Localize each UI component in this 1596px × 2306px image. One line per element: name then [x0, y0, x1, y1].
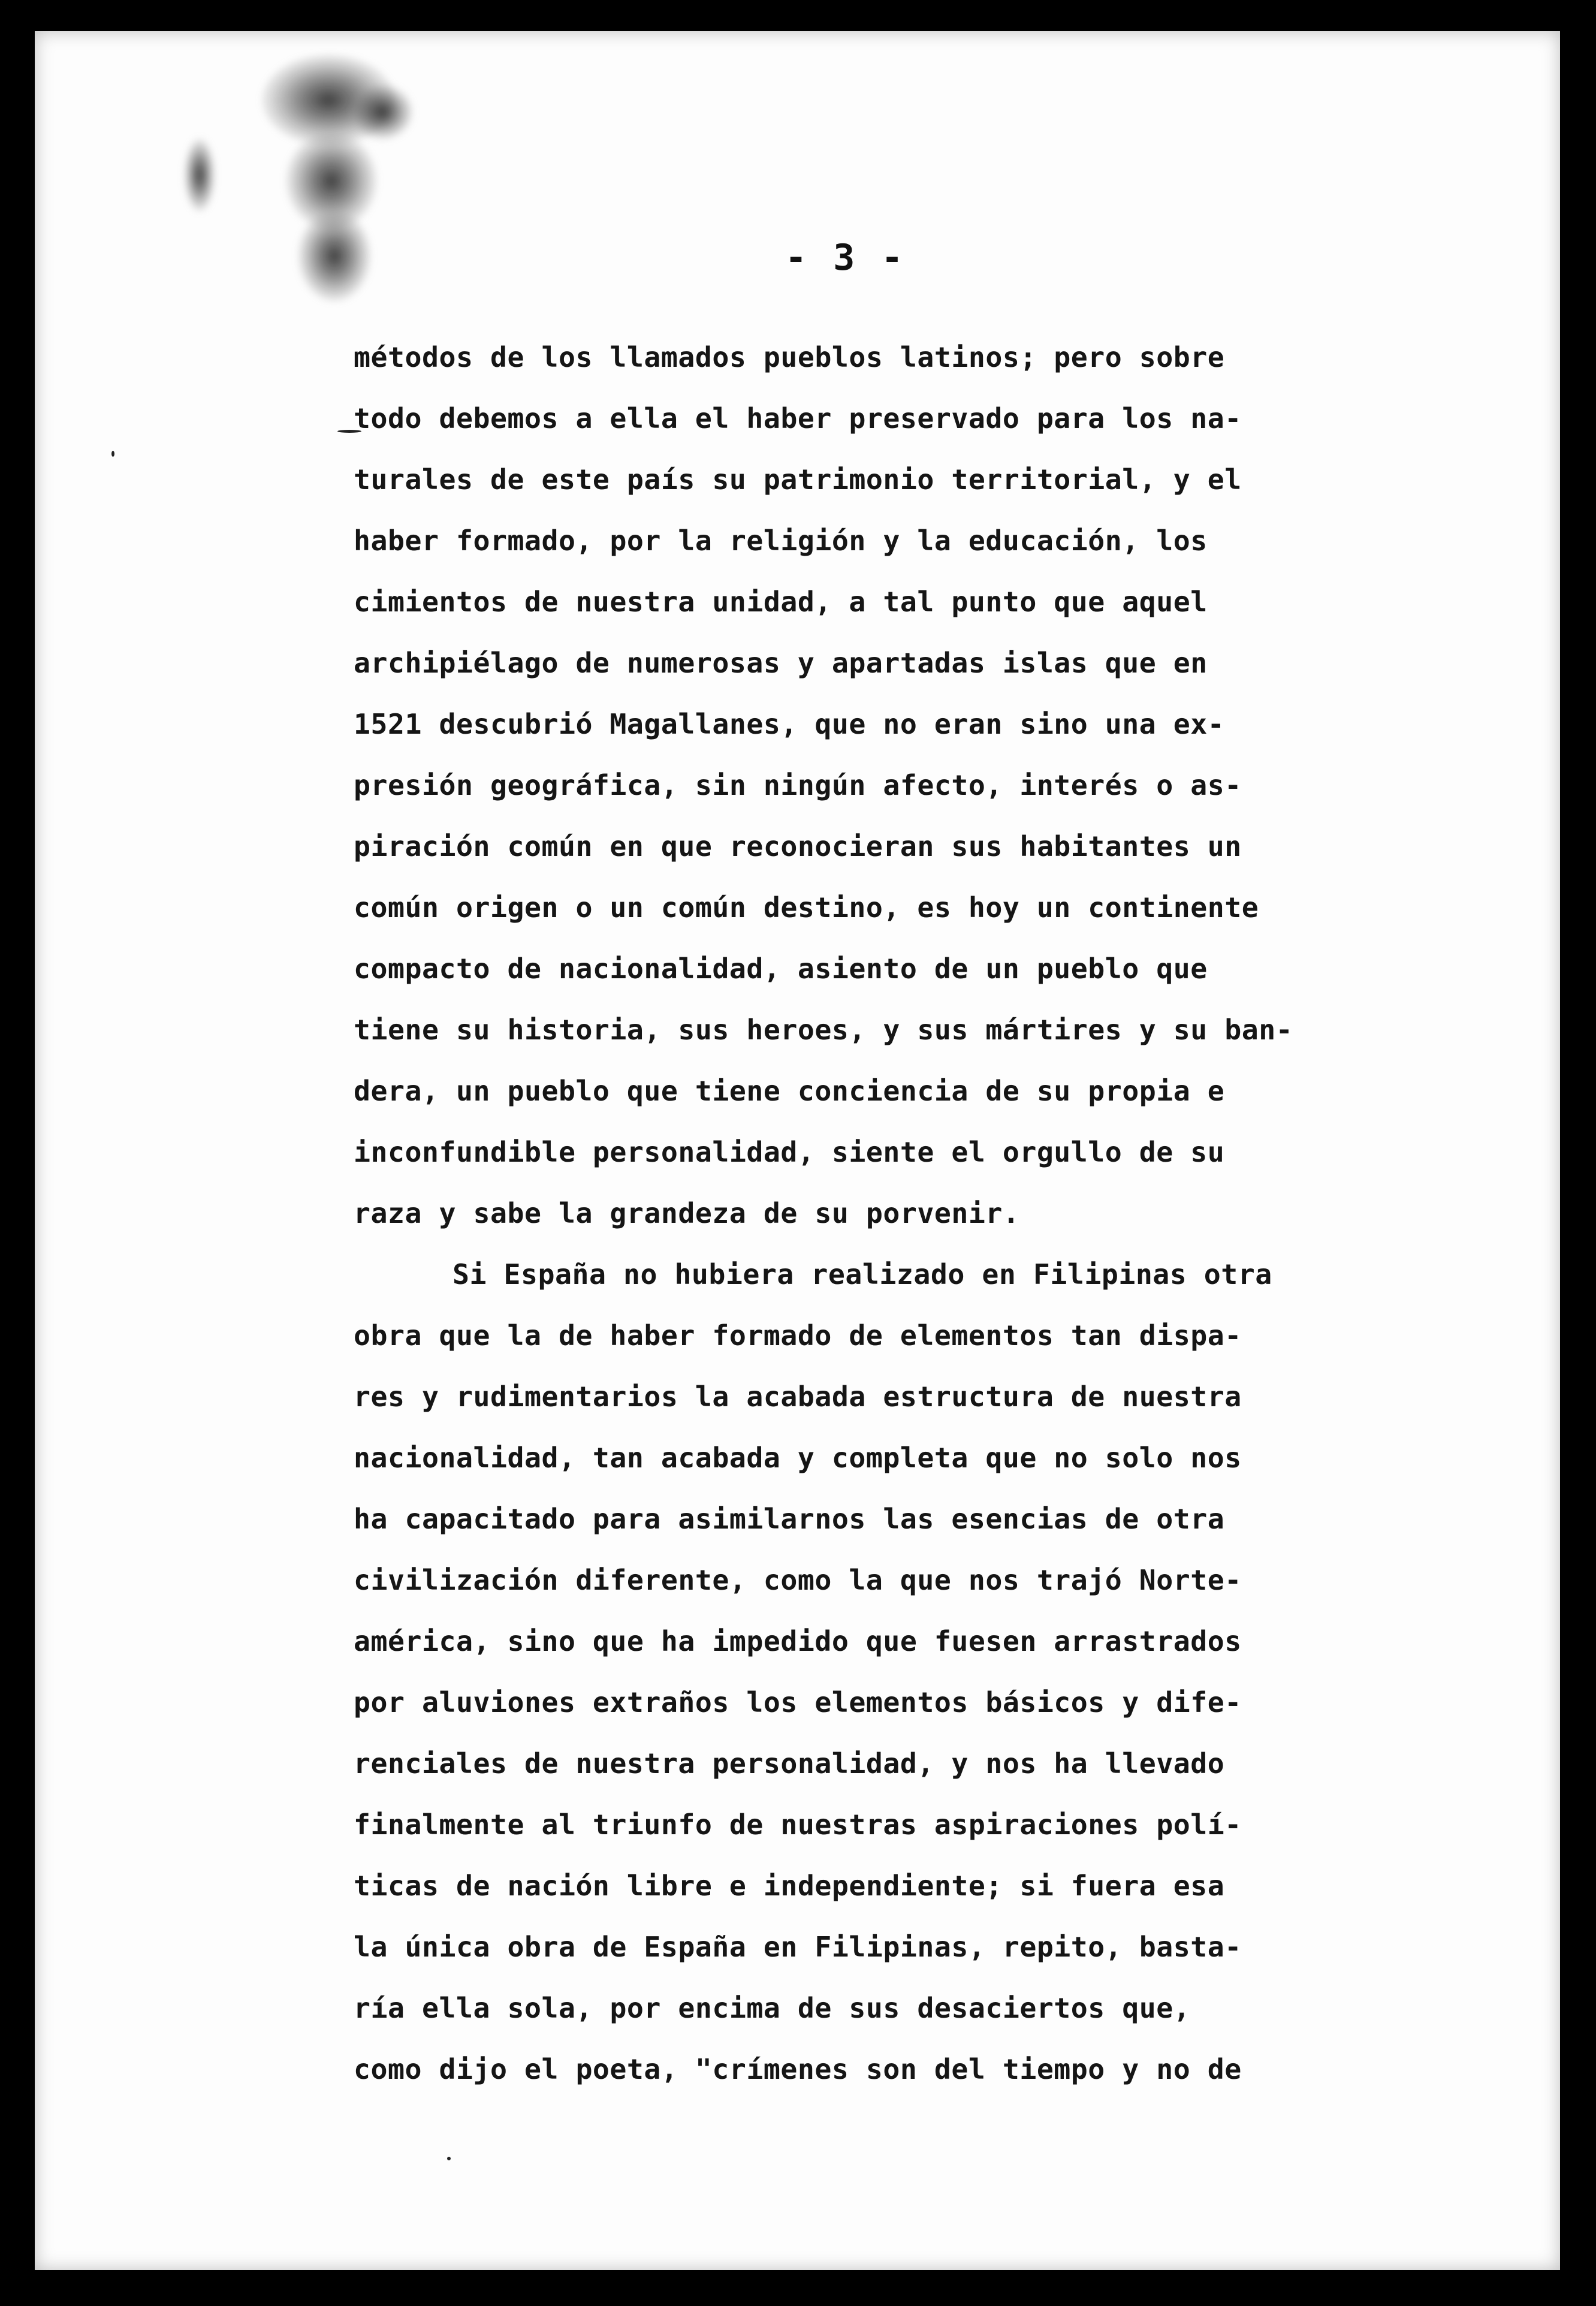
text-line: 1521 descubrió Magallanes, que no eran sino una ex- — [354, 708, 1225, 740]
text-line: américa, sino que ha impedido que fuesen arrastrados — [354, 1625, 1242, 1657]
text-line: obra que la de haber formado de elementos tan dispa- — [354, 1319, 1242, 1352]
text-line: nacionalidad, tan acabada y completa que no solo nos — [354, 1442, 1242, 1474]
text-line: la única obra de España en Filipinas, repito, basta- — [354, 1931, 1242, 1963]
text-line: Si España no hubiera realizado en Filipinas otra — [452, 1258, 1272, 1291]
text-line: por aluviones extraños los elementos básicos y dife- — [354, 1686, 1242, 1719]
text-line: renciales de nuestra personalidad, y nos ha llevado — [354, 1747, 1225, 1780]
ink-smudge — [185, 139, 215, 211]
text-line: archipiélago de numerosas y apartadas islas que en — [354, 647, 1208, 679]
text-line: raza y sabe la grandeza de su porvenir. — [354, 1197, 1020, 1229]
text-line: cimientos de nuestra unidad, a tal punto que aquel — [354, 586, 1208, 618]
ink-speck — [111, 451, 114, 457]
text-line: piración común en que reconocieran sus habitantes un — [354, 830, 1242, 863]
text-line: como dijo el poeta, "crímenes son del tiempo y no de — [354, 2053, 1242, 2085]
text-line: civilización diferente, como la que nos trajó Norte- — [354, 1564, 1242, 1596]
text-line: todo debemos a ella el haber preservado para los na- — [354, 402, 1242, 435]
text-line: turales de este país su patrimonio territorial, y el — [354, 463, 1242, 496]
text-line: común origen o un común destino, es hoy un continente — [354, 891, 1259, 924]
text-line: ha capacitado para asimilarnos las esencias de otra — [354, 1503, 1225, 1535]
text-line: presión geográfica, sin ningún afecto, interés o as- — [354, 769, 1242, 801]
text-line: inconfundible personalidad, siente el orgullo de su — [354, 1136, 1225, 1168]
ink-smudge — [298, 211, 370, 301]
text-line: métodos de los llamados pueblos latinos; pero sobre — [354, 341, 1225, 373]
text-line: tiene su historia, sus heroes, y sus mártires y su ban- — [354, 1014, 1293, 1046]
text-line: haber formado, por la religión y la educación, los — [354, 524, 1208, 557]
ink-speck — [447, 2157, 451, 2160]
text-line: ría ella sola, por encima de sus desaciertos que, — [354, 1992, 1191, 2024]
text-line: finalmente al triunfo de nuestras aspiraciones polí- — [354, 1808, 1242, 1841]
text-line: compacto de nacionalidad, asiento de un pueblo que — [354, 952, 1208, 985]
document-body — [354, 327, 1360, 2100]
page-number: - 3 - — [785, 237, 906, 279]
text-line: dera, un pueblo que tiene conciencia de su propia e — [354, 1075, 1225, 1107]
text-line: res y rudimentarios la acabada estructura de nuestra — [354, 1380, 1242, 1413]
text-line: ticas de nación libre e independiente; si fuera esa — [354, 1870, 1225, 1902]
ink-smudge — [352, 85, 412, 139]
